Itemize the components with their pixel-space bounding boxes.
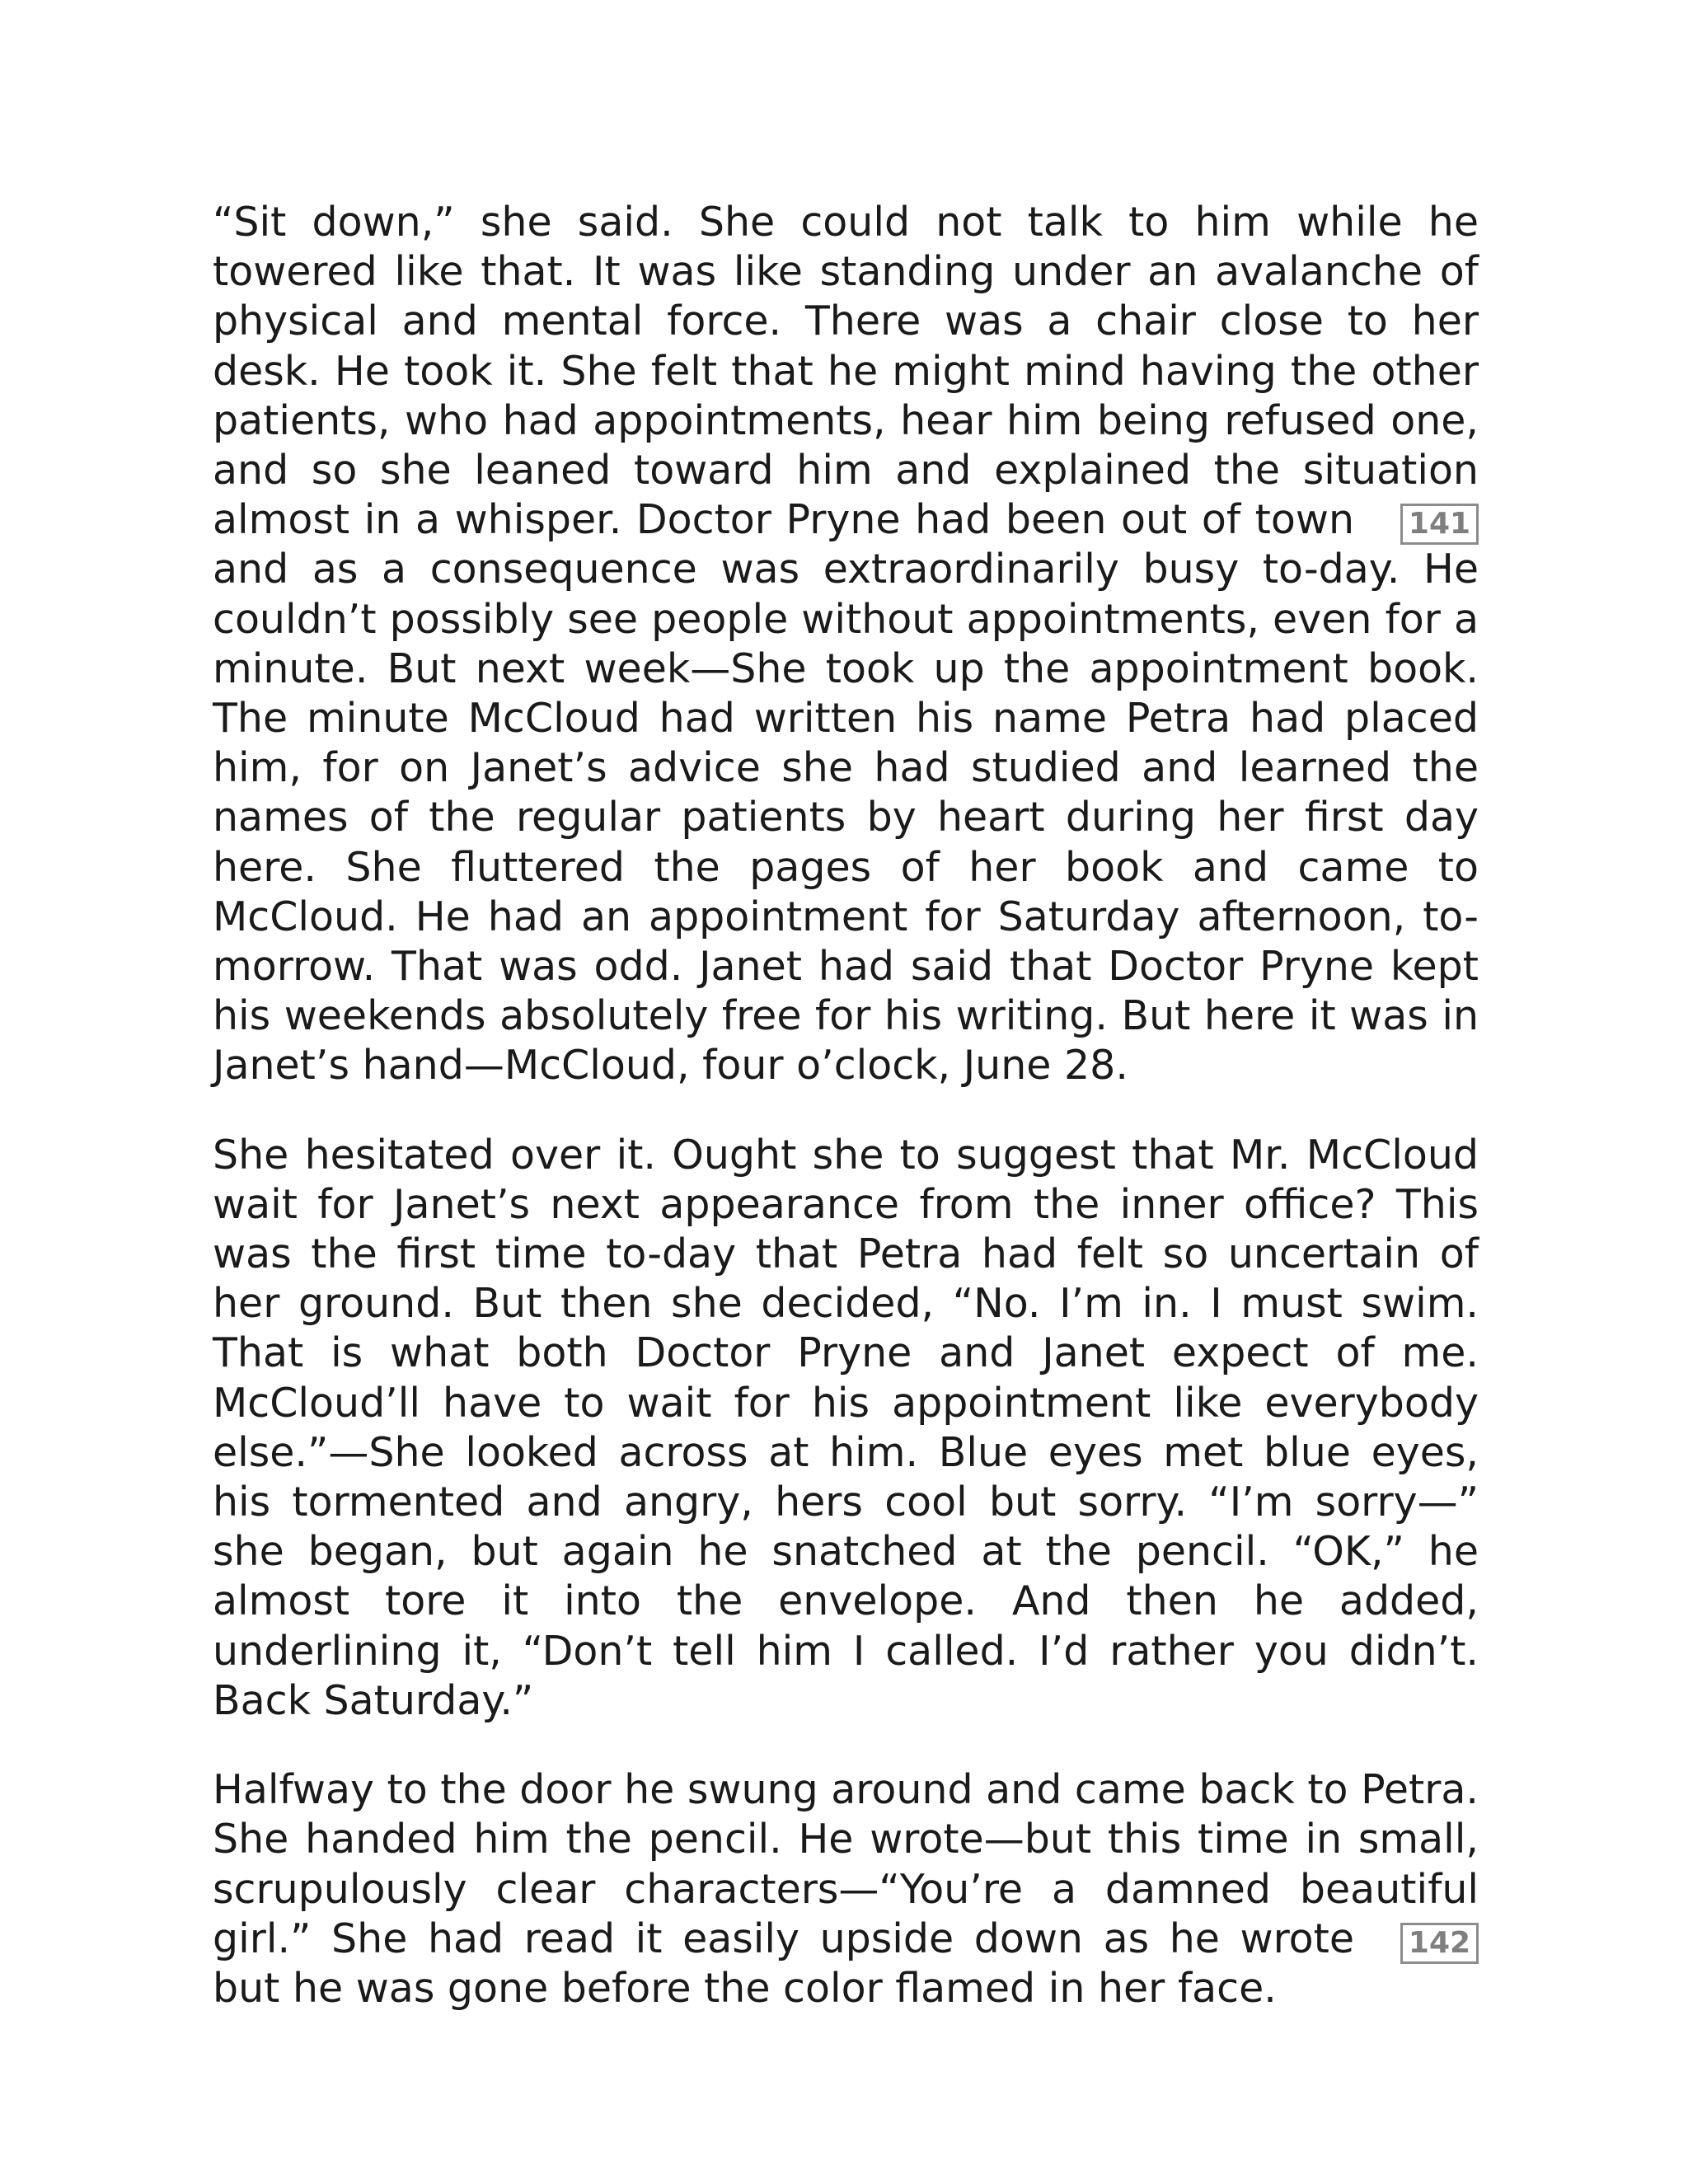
paragraph-1-text-a: “Sit down,” she said. She could not talk to him while he towered like that. It was like standing under an avalanche of physical and mental force. There was a chair close to her desk. He took it. She felt that he might mind having the other patients, who had appointments, hear him being refused one, and so she leaned toward him and explained the situation almost in a whisper. Doctor Pryne had been [213,199,1479,544]
paragraph-3-text-b: had read it easily upside down as he wrote but he was gone before the color flamed in her face. [213,1915,1355,2012]
paragraph-1-text-b: out of town and as a consequence was extraordinarily busy to-day. He couldn’t possibly see people without appointments, even for a minute. But next week—She took up the appointment book. The minute McCloud had written his name Petra had placed him, for on Janet’s advice she had studied and learned the names of the regular patients by heart during her first day here. She fluttered the pages of her book and came to McCloud. He had an appointment for Saturday afternoon, to-morrow. That was odd. Janet had said that Doctor Pryne kept his weekends absolutely free for his writing. But here it was in Janet’s hand—McCloud, four o’clock, June 28. [213,496,1479,1090]
paragraph-3 [213,1765,1479,2013]
book-page [213,198,1479,2053]
page-number-marker-141: 141 [1400,504,1479,545]
paragraph-1 [213,198,1479,1091]
paragraph-2 [213,1131,1479,1726]
page-number-marker-142: 142 [1400,1923,1479,1964]
paragraph-3-text-a: Halfway to the door he swung around and came back to Petra. She handed him the pencil. He wrote—but this time in small, scrupulously clear characters—“You’re a damned beautiful girl.” She [213,1766,1479,1962]
paragraph-2-text: She hesitated over it. Ought she to suggest that Mr. McCloud wait for Janet’s next appearance from the inner office? This was the first time to-day that Petra had felt so uncertain of her ground. But then she decided, “No. I’m in. I must swim. That is what both Doctor Pryne and Janet expect of me. McCloud’ll have to wait for his appointment like everybody else.”—She looked across at him. Blue eyes met blue eyes, his tormented and angry, hers cool but sorry. “I’m sorry—” she began, but again he snatched at the pencil. “OK,” he almost tore it into the envelope. And then he added, underlining it, “Don’t tell him I called. I’d rather you didn’t. Back Saturday.” [213,1131,1479,1724]
